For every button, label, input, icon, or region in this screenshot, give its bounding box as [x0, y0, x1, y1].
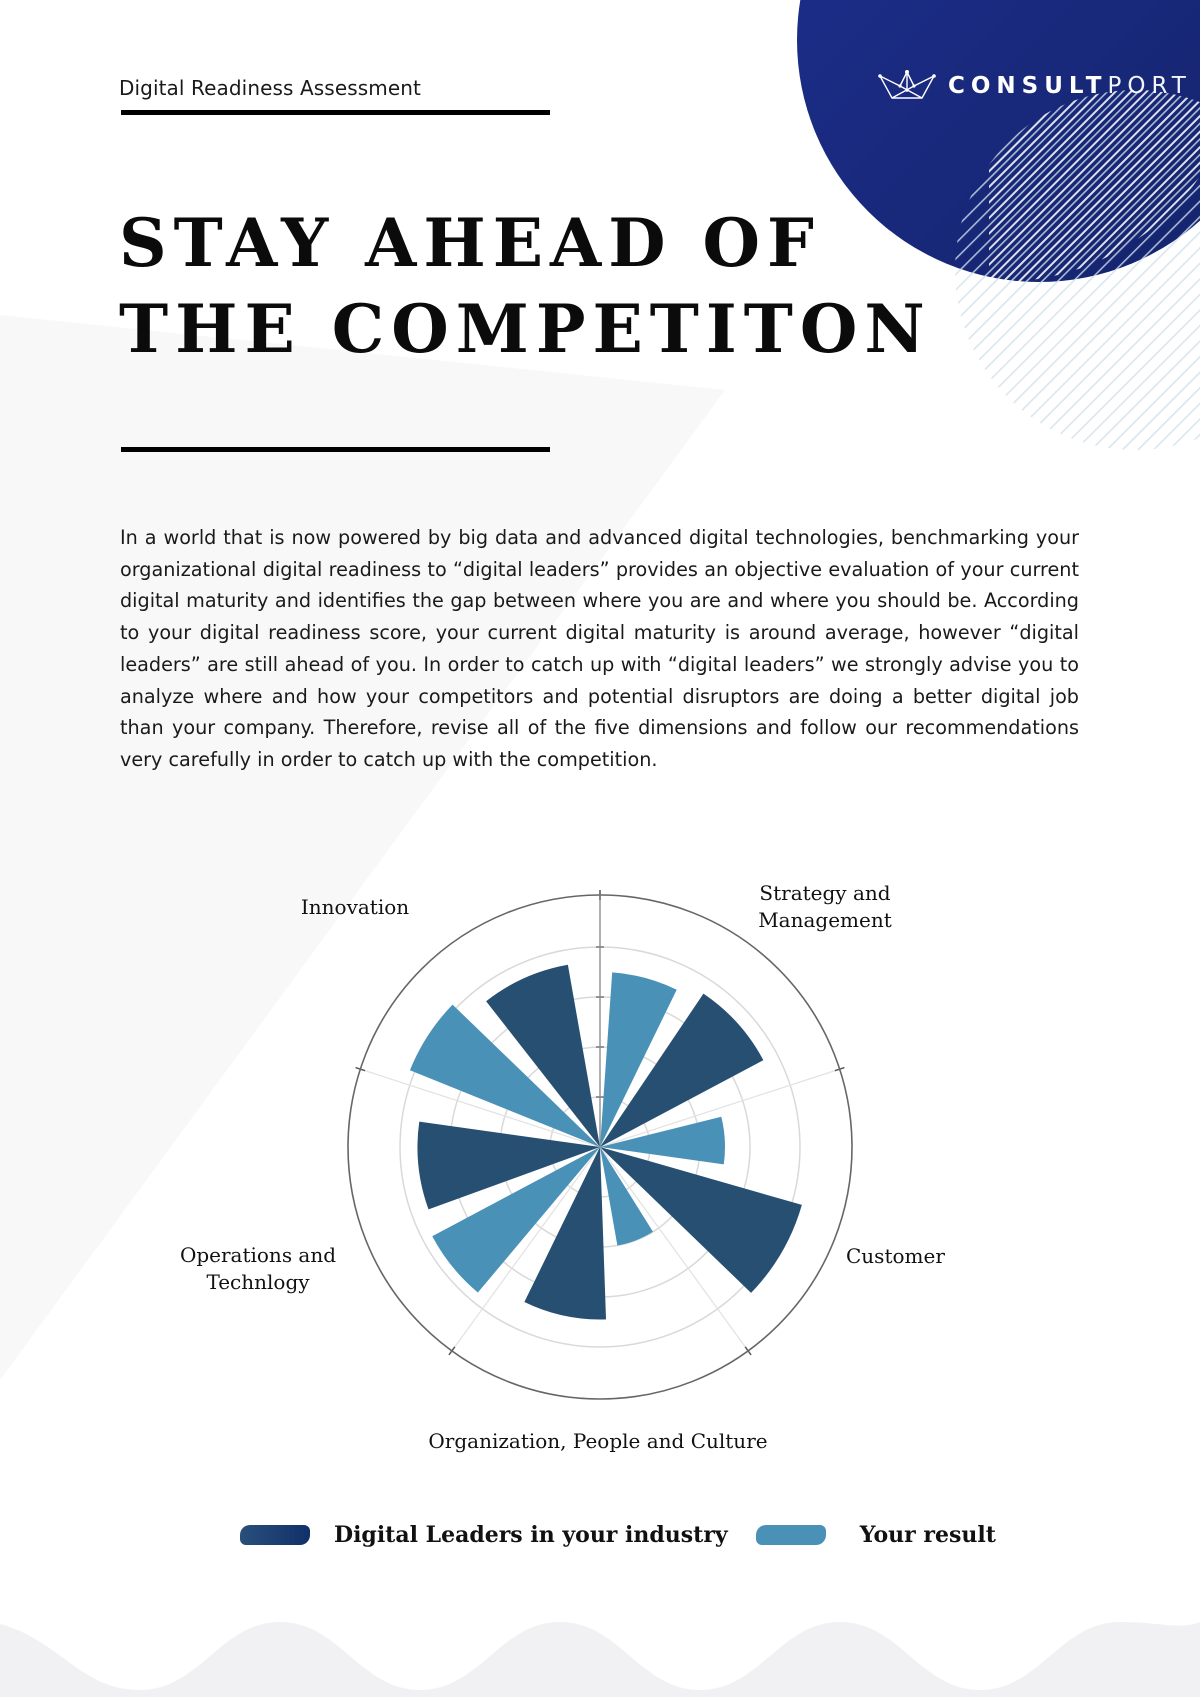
axis-label-strategy: [735, 880, 915, 934]
document-label: Digital Readiness Assessment: [119, 76, 421, 100]
legend-label-leaders: Digital Leaders in your industry: [334, 1522, 728, 1548]
chart-legend: [240, 1522, 996, 1548]
intro-paragraph: In a world that is now powered by big data and advanced digital technologies, benchmarking your organizational digital readiness to “digital leaders” provides an objective evaluation of your current digital maturity and identifies the gap between where you are and where you should be. According to your digital readiness score, your current digital maturity is around average, however “digital leaders” are still ahead of you. In order to catch up with “digital leaders” we strongly advise you to analyze where and how your competitors and potential disruptors are doing a better digital job than your company. Therefore, revise all of the five dimensions and follow our recommendations very carefully in order to catch up with the competition.: [120, 526, 1079, 771]
footer-wave-decoration: [0, 1610, 1200, 1697]
legend-swatch-leaders: [240, 1525, 310, 1545]
axis-label-operations-line1: Operations and: [179, 1243, 337, 1267]
legend-swatch-your-result: [756, 1525, 826, 1545]
logo-text-bold: CONSULT: [948, 73, 1108, 99]
axis-label-innovation: Innovation: [300, 895, 410, 919]
axis-label-strategy-line1: Strategy and: [759, 881, 891, 905]
axis-label-operations-line2: Technlogy: [206, 1270, 310, 1294]
legend-label-your-result: Your result: [859, 1522, 996, 1548]
logo-text-light: PORT: [1107, 73, 1192, 99]
title-line-1: STAY AHEAD OF: [119, 204, 821, 282]
axis-label-customer: Customer: [846, 1244, 945, 1268]
axis-label-strategy-line2: Management: [758, 908, 892, 932]
axis-label-operations: [163, 1242, 353, 1296]
title-line-2: THE COMPETITON: [119, 290, 932, 368]
axis-label-organization: Organization, People and Culture: [428, 1429, 768, 1453]
